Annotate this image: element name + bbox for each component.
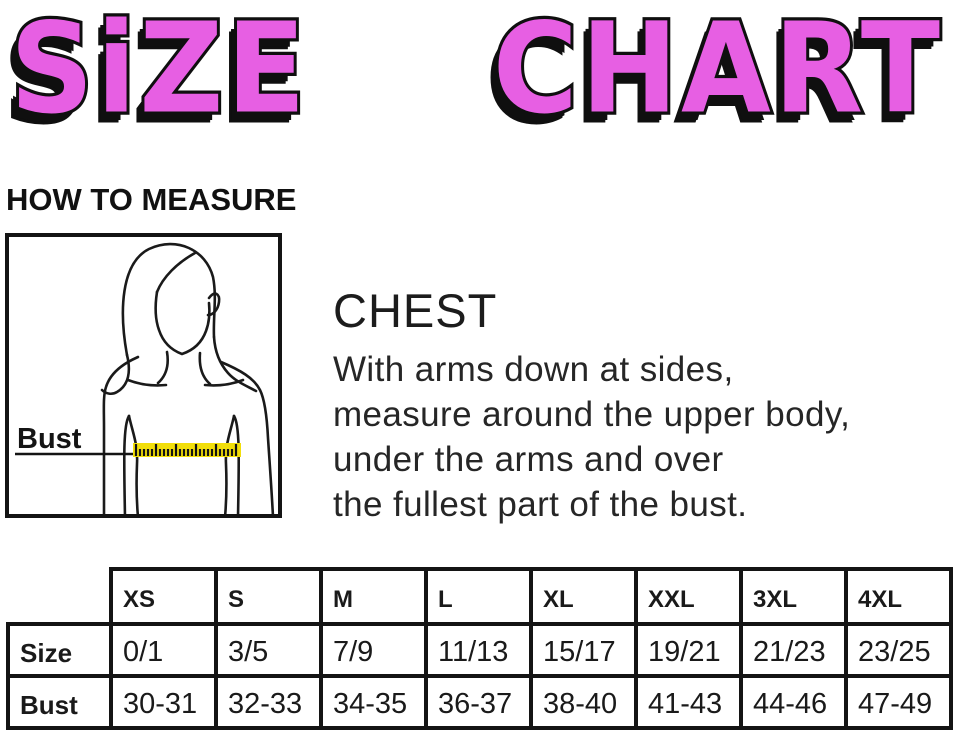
how-to-measure-heading: HOW TO MEASURE (6, 182, 297, 217)
table-cell: 11/13 (426, 624, 531, 676)
table-cell: 15/17 (531, 624, 636, 676)
table-row-size (8, 624, 951, 676)
table-cell: 47-49 (846, 676, 951, 728)
chest-instruction-line: the fullest part of the bust. (333, 485, 748, 524)
column-header-xxl: XXL (636, 569, 741, 624)
table-cell: 0/1 (111, 624, 216, 676)
table-cell: 7/9 (321, 624, 426, 676)
chest-heading: CHEST (333, 284, 498, 337)
table-cell: 36-37 (426, 676, 531, 728)
table-cell: 41-43 (636, 676, 741, 728)
column-header-3xl: 3XL (741, 569, 846, 624)
table-cell: 44-46 (741, 676, 846, 728)
column-header-m: M (321, 569, 426, 624)
table-cell: 38-40 (531, 676, 636, 728)
page-title (10, 0, 943, 142)
column-header-xl: XL (531, 569, 636, 624)
row-label-bust: Bust (8, 676, 111, 728)
title-word-size: SiZE (10, 0, 309, 142)
column-header-xs: XS (111, 569, 216, 624)
chest-instructions (333, 283, 948, 527)
female-torso-outline-icon (9, 237, 278, 514)
chest-instruction-line: measure around the upper body, (333, 395, 851, 434)
column-header-s: S (216, 569, 321, 624)
table-header-row (8, 569, 951, 624)
title-word-chart: CHART (492, 0, 943, 142)
row-label-size: Size (8, 624, 111, 676)
table-cell: 30-31 (111, 676, 216, 728)
table-cell: 32-33 (216, 676, 321, 728)
chest-instruction-line: under the arms and over (333, 440, 724, 479)
chest-instruction-line: With arms down at sides, (333, 350, 734, 389)
table-row-bust (8, 676, 951, 728)
table-cell: 23/25 (846, 624, 951, 676)
size-table (6, 567, 953, 730)
column-header-l: L (426, 569, 531, 624)
table-cell: 21/23 (741, 624, 846, 676)
measurement-diagram (5, 233, 282, 518)
table-corner-cell (8, 569, 111, 624)
bust-label: Bust (17, 423, 82, 455)
table-cell: 19/21 (636, 624, 741, 676)
column-header-4xl: 4XL (846, 569, 951, 624)
table-cell: 34-35 (321, 676, 426, 728)
table-cell: 3/5 (216, 624, 321, 676)
